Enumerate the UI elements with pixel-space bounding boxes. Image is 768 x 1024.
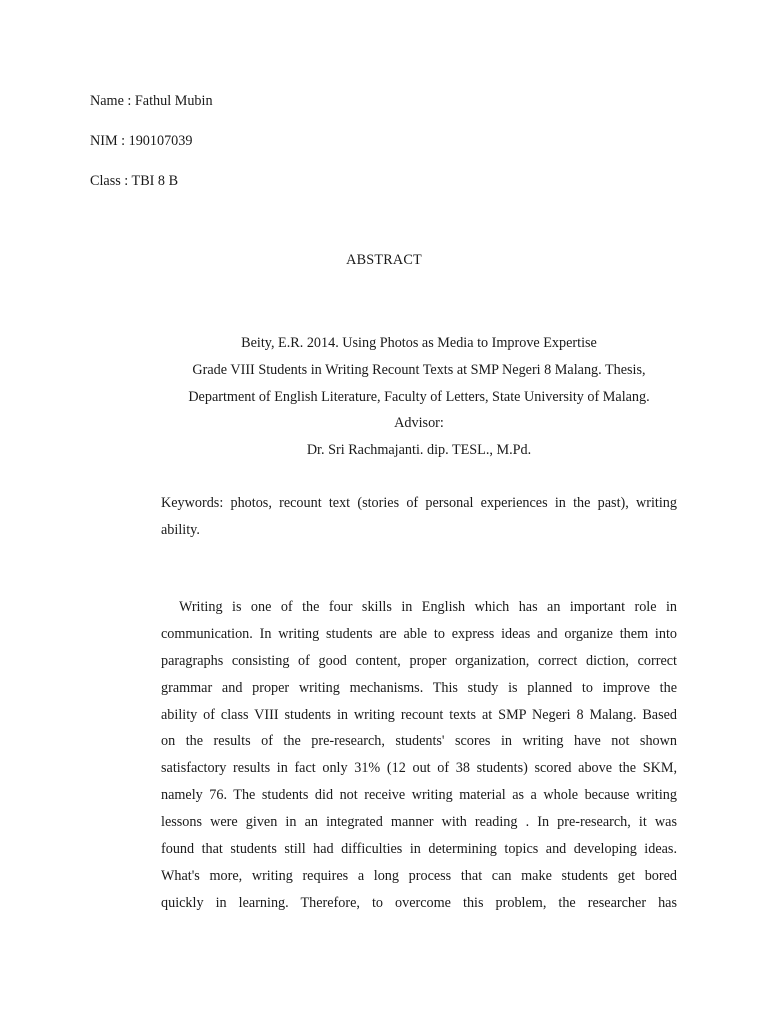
student-class: Class : TBI 8 B — [90, 173, 179, 189]
body-line: quickly in learning. Therefore, to overcome this problem, the researcher has — [161, 894, 677, 911]
abstract-body — [161, 594, 677, 917]
body-line: paragraphs consisting of good content, proper organization, correct diction, correct — [161, 652, 677, 669]
body-line: ability of class VIII students in writing recount texts at SMP Negeri 8 Malang. Based — [161, 706, 677, 723]
keywords-paragraph: Keywords: photos, recount text (stories of personal experiences in the past), writing ability. — [161, 495, 677, 538]
body-line: What's more, writing requires a long process that can make students get bored — [161, 867, 677, 884]
citation-line: Grade VIII Students in Writing Recount Texts at SMP Negeri 8 Malang. Thesis, — [192, 361, 646, 378]
citation-line: Department of English Literature, Faculty of Letters, State University of Malang. — [188, 388, 650, 405]
citation-line: Dr. Sri Rachmajanti. dip. TESL., M.Pd. — [306, 442, 532, 459]
student-name: Name : Fathul Mubin — [90, 93, 213, 109]
citation-block — [90, 330, 748, 464]
body-line: found that students still had difficulties in determining topics and developing ideas. — [161, 841, 677, 858]
abstract-heading: ABSTRACT — [346, 252, 422, 268]
body-line: grammar and proper writing mechanisms. This study is planned to improve the — [161, 679, 677, 696]
body-line: on the results of the pre-research, students' scores in writing have not shown — [161, 733, 677, 750]
body-line: lessons were given in an integrated manner with reading . In pre-research, it was — [161, 814, 677, 831]
citation-line: Advisor: — [394, 415, 444, 432]
body-line: namely 76. The students did not receive writing material as a whole because writing — [161, 787, 677, 804]
body-line: communication. In writing students are able to express ideas and organize them into — [161, 625, 677, 642]
citation-line: Beity, E.R. 2014. Using Photos as Media to Improve Expertise — [241, 335, 597, 351]
student-nim: NIM : 190107039 — [90, 133, 193, 149]
body-line: Writing is one of the four skills in English which has an important role in — [179, 599, 677, 615]
body-line: satisfactory results in fact only 31% (12 out of 38 students) scored above the SKM, — [161, 760, 677, 777]
